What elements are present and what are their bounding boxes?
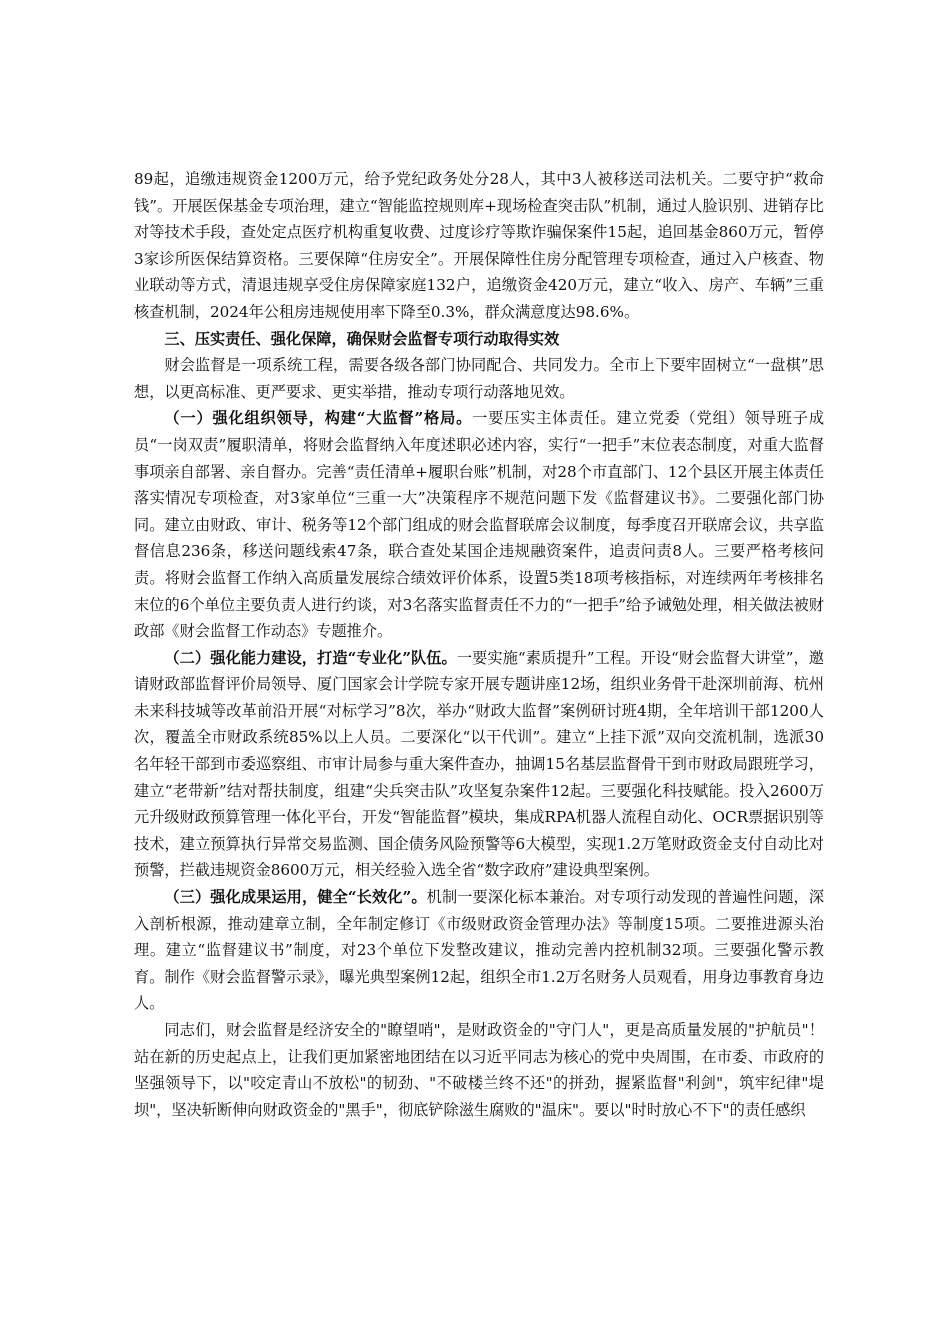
subsection-1-body: 一要压实主体责任。建立党委（党组）领导班子成员“一岗双责”履职清单，将财会监督纳入年度述职必述内容，实行“一把手”末位表态制度，对重大监督事项亲自部署、亲自督办。完善“责任清单+履职台账”机制，对28个市直部门、12个县区开展主体责任落实情况专项检查，对3家单位“三重一大”决策程序不规范问题下发《监督建议书》。二要强化部门协同。建立由财政、审计、税务等12个部门组成的财会监督联席会议制度，每季度召开联席会议，共享监督信息236条，移送问题线索47条，联合查处某国企违规融资案件，追责问责8人。三要严格考核问责。将财会监督工作纳入高质量发展综合绩效评价体系，设置5类18项考核指标，对连续两年考核排名末位的6个单位主要负责人进行约谈，对3名落实监督责任不力的“一把手”给予诫勉处理，相关做法被财政部《财会监督工作动态》专题推介。 <box>134 409 825 641</box>
subsection-2-lead: （二）强化能力建设，打造“专业化”队伍。 <box>164 648 457 667</box>
subsection-2-body: 一要实施“素质提升”工程。开设“财会监督大讲堂”，邀请财政部监督评价局领导、厦门国家会计学院专家开展专题讲座12场，组织业务骨干赴深圳前海、杭州未来科技城等改革前沿开展“对标学习”8次，举办“财政大监督”案例研讨班4期，全年培训干部1200人次，覆盖全市财政系统85%以上人员。二要深化“以干代训”。建立“上挂下派”双向交流机制，选派30名年轻干部到市委巡察组、市审计局参与重大案件查办，抽调15名基层监督骨干到市财政局跟班学习，建立“老带新”结对帮扶制度，组建“尖兵突击队”攻坚复杂案件12起。三要强化科技赋能。投入2600万元升级财政预算管理一体化平台，开发“智能监督”模块，集成RPA机器人流程自动化、OCR票据识别等技术，建立预算执行异常交易监测、国企债务风险预警等6大模型，实现1.2万笔财政资金支付自动比对预警，拦截违规资金8600万元，相关经验入选全省“数字政府”建设典型案例。 <box>134 648 824 880</box>
closing-paragraph: 同志们，财会监督是经济安全的"瞭望哨"，是财政资金的"守门人"，更是高质量发展的"护航员"！站在新的历史起点上，让我们更加紧密地团结在以习近平同志为核心的党中央周围，在市委、市政府的坚强领导下，以"咬定青山不放松"的韧劲、"不破楼兰终不还"的拼劲，握紧监督"利剑"，筑牢纪律"堤坝"，坚决斩断伸向财政资金的"黑手"，彻底铲除滋生腐败的"温床"。要以"时时放心不下"的责任感织 <box>134 1021 824 1119</box>
subsection-2-paragraph <box>134 645 824 884</box>
section-intro-paragraph: 财会监督是一项系统工程，需要各级各部门协同配合、共同发力。全市上下要牢固树立“一盘棋”思想，以更高标准、更严要求、更实举措，推动专项行动落地见效。 <box>134 356 824 401</box>
subsection-1-lead: （一）强化组织领导，构建“大监督”格局。 <box>164 409 473 428</box>
subsection-3-lead: （三）强化成果运用，健全“长效化”。 <box>164 888 427 907</box>
document-page <box>134 166 824 1123</box>
section-heading: 三、压实责任、强化保障，确保财会监督专项行动取得实效 <box>164 329 560 348</box>
subsection-3-body: 机制一要深化标本兼治。对专项行动发现的普遍性问题，深入剖析根源，推动建章立制，全年制定修订《市级财政资金管理办法》等制度15项。二要推进源头治理。建立“监督建议书”制度，对23个单位下发整改建议，推动完善内控机制32项。三要强化警示教育。制作《财会监督警示录》，曝光典型案例12起，组织全市1.2万名财务人员观看，用身边事教育身边人。 <box>134 888 825 1013</box>
subsection-1-paragraph <box>134 405 824 644</box>
subsection-3-paragraph <box>134 884 824 1017</box>
paragraph-continuation: 89起，追缴违规资金1200万元，给予党纪政务处分28人，其中3人被移送司法机关。二要守护“救命钱”。开展医保基金专项治理，建立“智能监控规则库+现场检查突击队”机制，通过人脸识别、进销存比对等技术手段，查处定点医疗机构重复收费、过度诊疗等欺诈骗保案件15起，追回基金860万元，暂停3家诊所医保结算资格。三要保障“住房安全”。开展保障性住房分配管理专项检查，通过入户核查、物业联动等方式，清退违规享受住房保障家庭132户，追缴资金420万元，建立“收入、房产、车辆”三重核查机制，2024年公租房违规使用率下降至0.3%，群众满意度达98.6%。 <box>134 170 824 321</box>
